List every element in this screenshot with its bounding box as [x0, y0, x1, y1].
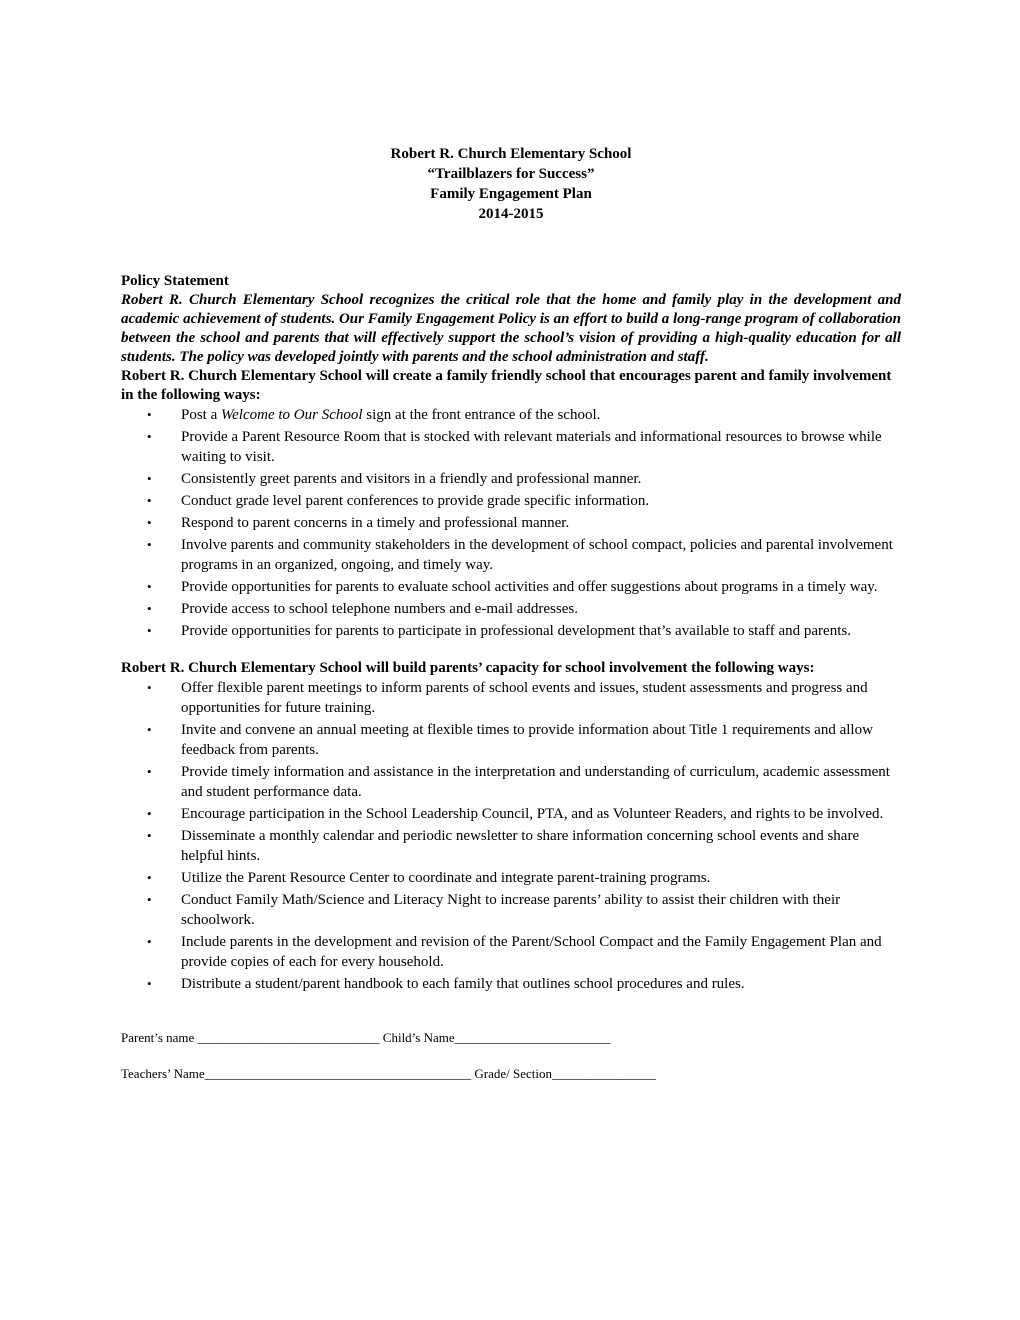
bullet-icon: •: [147, 407, 152, 422]
list-item-text: Include parents in the development and revision of the Parent/School Compact and the Family Engagement Plan and provide copies of each for every household.: [181, 934, 882, 970]
capacity-list: [121, 678, 901, 994]
list-item: [121, 804, 901, 824]
list-item-text: Encourage participation in the School Leadership Council, PTA, and as Volunteer Readers, and rights to be involved.: [181, 806, 884, 822]
signature-form: [121, 1030, 901, 1082]
list-item: [121, 932, 901, 972]
bullet-icon: •: [147, 579, 152, 594]
list-item-text: Distribute a student/parent handbook to each family that outlines school procedures and rules.: [181, 976, 745, 992]
school-year: 2014-2015: [478, 206, 544, 222]
family-friendly-list: [121, 405, 901, 641]
list-item: [121, 621, 901, 641]
family-friendly-intro: Robert R. Church Elementary School will create a family friendly school that encourages parent and family involvement in the following ways:: [121, 368, 892, 403]
plan-title: Family Engagement Plan: [430, 186, 592, 202]
list-item: [121, 826, 901, 866]
list-item: [121, 868, 901, 888]
list-item: [121, 890, 901, 930]
bullet-icon: •: [147, 934, 152, 949]
list-item: [121, 762, 901, 802]
bullet-icon: •: [147, 493, 152, 508]
parent-child-name-line: Parent’s name ____________________________ Child’s Name________________________: [121, 1030, 611, 1045]
capacity-heading: Robert R. Church Elementary School will build parents’ capacity for school involvement the following ways:: [121, 660, 815, 676]
bullet-icon: •: [147, 515, 152, 530]
school-motto: “Trailblazers for Success”: [427, 166, 595, 182]
list-item-text: Provide opportunities for parents to participate in professional development that’s available to staff and parents.: [181, 623, 851, 639]
list-item: [121, 720, 901, 760]
list-item-text: Provide a Parent Resource Room that is stocked with relevant materials and informational resources to browse while waiting to visit.: [181, 429, 882, 465]
list-item-text: Provide opportunities for parents to evaluate school activities and offer suggestions about programs in a timely way.: [181, 579, 878, 595]
list-item: [121, 427, 901, 467]
bullet-icon: •: [147, 828, 152, 843]
bullet-icon: •: [147, 976, 152, 991]
list-item-text: Respond to parent concerns in a timely and professional manner.: [181, 515, 570, 531]
bullet-icon: •: [147, 471, 152, 486]
list-item: [121, 535, 901, 575]
list-item-text-post: sign at the front entrance of the school.: [362, 407, 601, 423]
bullet-icon: •: [147, 870, 152, 885]
bullet-icon: •: [147, 722, 152, 737]
list-item-text: Conduct grade level parent conferences to provide grade specific information.: [181, 493, 650, 509]
school-name: Robert R. Church Elementary School: [390, 146, 632, 162]
list-item-text: Offer flexible parent meetings to inform parents of school events and issues, student assessments and progress and opportunities for future training.: [181, 680, 868, 716]
welcome-sign-phrase: Welcome to Our School: [221, 407, 363, 423]
list-item: [121, 469, 901, 489]
bullet-icon: •: [147, 601, 152, 616]
bullet-icon: •: [147, 764, 152, 779]
bullet-icon: •: [147, 892, 152, 907]
list-item: [121, 513, 901, 533]
list-item-text: Provide access to school telephone numbers and e-mail addresses.: [181, 601, 578, 617]
bullet-icon: •: [147, 537, 152, 552]
policy-statement-text: Robert R. Church Elementary School recognizes the critical role that the home and family play in the development and academic achievement of students. Our Family Engagement Policy is an effort to build a long-range program of collaboration between the school and parents that will effectively support the school’s vision of providing a high-quality education for all students. The policy was developed jointly with parents and the school administration and staff.: [121, 292, 901, 365]
bullet-icon: •: [147, 680, 152, 695]
teacher-grade-line: Teachers’ Name_________________________________________ Grade/ Section________________: [121, 1066, 657, 1081]
document-header: [121, 144, 901, 224]
bullet-icon: •: [147, 806, 152, 821]
list-item-text: Conduct Family Math/Science and Literacy Night to increase parents’ ability to assist their children with their schoolwork.: [181, 892, 841, 928]
bullet-icon: •: [147, 623, 152, 638]
bullet-icon: •: [147, 429, 152, 444]
list-item-text: Provide timely information and assistance in the interpretation and understanding of curriculum, academic assessment and student performance data.: [181, 764, 890, 800]
list-item-text-pre: Post a: [181, 407, 222, 423]
list-item-text: Involve parents and community stakeholders in the development of school compact, policies and parental involvement programs in an organized, ongoing, and timely way.: [181, 537, 893, 573]
list-item: [121, 577, 901, 597]
list-item-text: Invite and convene an annual meeting at flexible times to provide information about Title 1 requirements and allow feedback from parents.: [181, 722, 873, 758]
list-item-text: Consistently greet parents and visitors in a friendly and professional manner.: [181, 471, 642, 487]
list-item: [121, 491, 901, 511]
list-item-text: Utilize the Parent Resource Center to coordinate and integrate parent-training programs.: [181, 870, 711, 886]
list-item: [121, 599, 901, 619]
list-item: [121, 678, 901, 718]
list-item: [121, 405, 901, 425]
policy-heading: Policy Statement: [121, 273, 229, 289]
list-item: [121, 974, 901, 994]
list-item-text: Disseminate a monthly calendar and periodic newsletter to share information concerning school events and share helpful hints.: [181, 828, 860, 864]
document-page: [121, 144, 901, 1082]
